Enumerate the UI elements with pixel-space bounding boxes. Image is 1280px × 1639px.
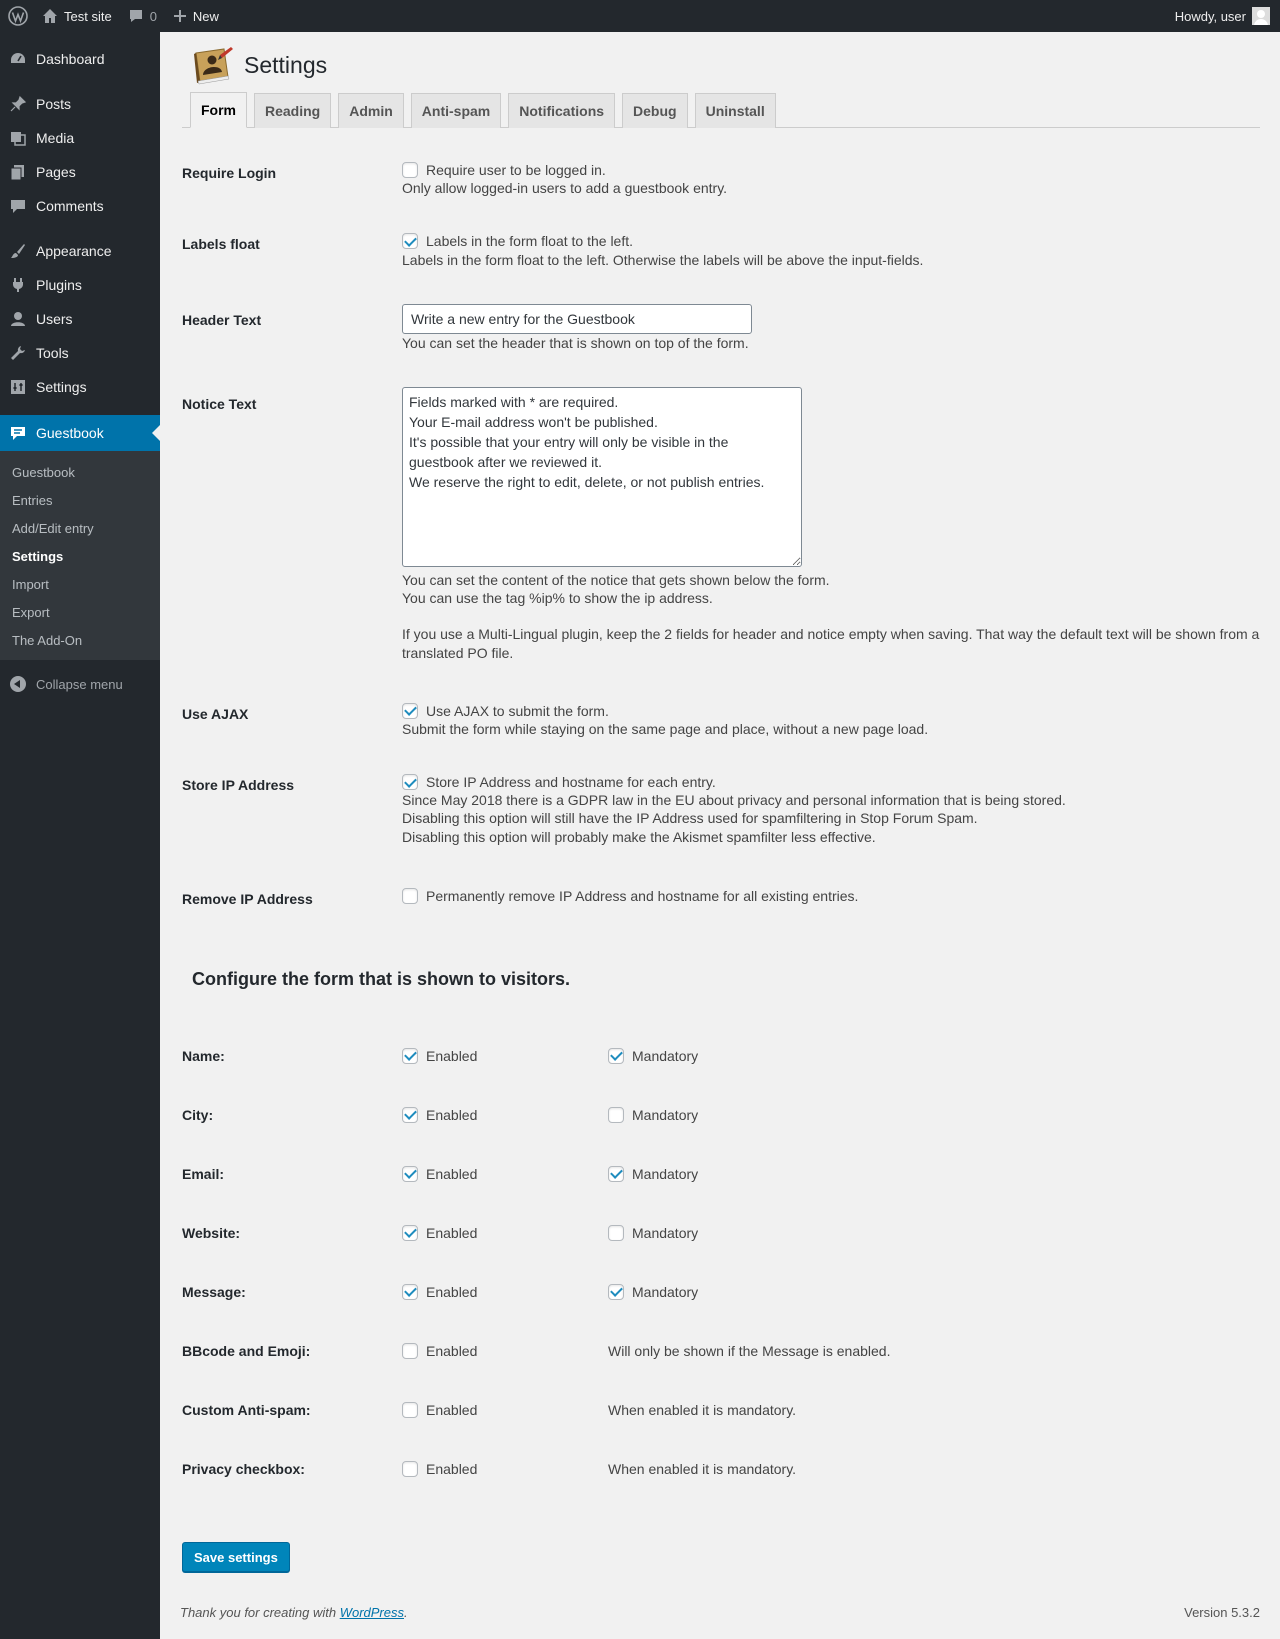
mandatory-label: Mandatory xyxy=(632,1047,699,1064)
use-ajax-row xyxy=(182,677,1260,753)
new-content-link[interactable] xyxy=(165,0,227,32)
collapse-menu-label: Collapse menu xyxy=(36,676,123,692)
mandatory-label: Mandatory xyxy=(632,1165,699,1182)
field-label: Privacy checkbox: xyxy=(182,1460,305,1477)
sidebar-item-dashboard[interactable] xyxy=(0,42,160,76)
sidebar-item-pages[interactable] xyxy=(0,155,160,189)
submenu-entries[interactable]: Entries xyxy=(12,492,53,508)
footer-thanks-prefix: Thank you for creating with xyxy=(180,1605,340,1620)
enabled-label: Enabled xyxy=(426,1047,478,1064)
notice-text-textarea[interactable]: Fields marked with * are required. Your E-mail address won't be published. It's possible that your entry will only be visible in the guestbook after we reviewed it. We reserve the right to edit, delete, or not publish entries. xyxy=(402,387,802,567)
city-enabled-checkbox[interactable] xyxy=(402,1107,418,1123)
avatar xyxy=(1252,7,1270,25)
store-ip-description-3: Disabling this option will probably make the Akismet spamfilter less effective. xyxy=(402,828,876,845)
comments-link[interactable] xyxy=(120,0,165,32)
footer-version: Version 5.3.2 xyxy=(1184,1605,1260,1620)
settings-tabs xyxy=(182,92,1260,128)
main-content xyxy=(160,32,1280,1639)
field-row-name xyxy=(182,1026,1260,1085)
submenu-settings[interactable]: Settings xyxy=(12,548,64,564)
comment-icon xyxy=(8,196,28,216)
mandatory-label: Mandatory xyxy=(632,1106,699,1123)
store-ip-label: Store IP Address xyxy=(182,777,295,794)
footer-thanks-suffix: . xyxy=(404,1605,408,1620)
remove-ip-label: Remove IP Address xyxy=(182,890,313,907)
sidebar-item-label: Pages xyxy=(36,164,76,180)
field-row-email xyxy=(182,1144,1260,1203)
header-text-input[interactable] xyxy=(402,304,752,334)
require-login-label: Require Login xyxy=(182,165,277,181)
collapse-menu-button[interactable] xyxy=(0,667,160,701)
notice-text-description-3: If you use a Multi-Lingual plugin, keep the 2 fields for header and notice empty when saving. That way the default text will be shown from a translated PO file. xyxy=(402,626,1260,661)
name-enabled-checkbox[interactable] xyxy=(402,1048,418,1064)
sidebar-item-label: Appearance xyxy=(36,243,112,259)
submenu-export[interactable]: Export xyxy=(12,604,50,620)
remove-ip-checkbox-label: Permanently remove IP Address and hostname for all existing entries. xyxy=(426,887,859,904)
use-ajax-checkbox[interactable] xyxy=(402,703,418,719)
store-ip-checkbox[interactable] xyxy=(402,774,418,790)
sidebar-item-settings[interactable] xyxy=(0,370,160,404)
notice-text-description-2: You can use the tag %ip% to show the ip address. xyxy=(402,590,713,607)
guestbook-icon xyxy=(8,423,28,443)
field-row-custom-anti-spam xyxy=(182,1380,1260,1439)
use-ajax-label: Use AJAX xyxy=(182,705,249,722)
sidebar-item-comments[interactable] xyxy=(0,189,160,223)
site-name: Test site xyxy=(64,8,112,24)
store-ip-description-2: Disabling this option will still have the IP Address used for spamfiltering in Stop Forum Spam. xyxy=(402,810,978,827)
settings-icon xyxy=(8,377,28,397)
sidebar-item-label: Guestbook xyxy=(36,425,104,441)
email-mandatory-checkbox[interactable] xyxy=(608,1166,624,1182)
wordpress-link[interactable]: WordPress xyxy=(339,1605,404,1620)
wordpress-logo-icon[interactable] xyxy=(2,0,34,32)
tab-debug[interactable]: Debug xyxy=(622,93,688,128)
field-label: BBcode and Emoji: xyxy=(182,1342,311,1359)
store-ip-row xyxy=(182,753,1260,861)
sidebar-item-posts[interactable] xyxy=(0,87,160,121)
use-ajax-description: Submit the form while staying on the same page and place, without a new page load. xyxy=(402,720,929,737)
website-enabled-checkbox[interactable] xyxy=(402,1225,418,1241)
sidebar-item-tools[interactable] xyxy=(0,336,160,370)
header-text-description: You can set the header that is shown on top of the form. xyxy=(402,334,749,351)
plus-icon xyxy=(173,9,187,23)
enabled-label: Enabled xyxy=(426,1283,478,1300)
name-mandatory-checkbox[interactable] xyxy=(608,1048,624,1064)
sidebar-item-label: Posts xyxy=(36,96,72,112)
guestbook-book-icon xyxy=(190,45,234,85)
sidebar-item-media[interactable] xyxy=(0,121,160,155)
field-row-city xyxy=(182,1085,1260,1144)
privacy-note: When enabled it is mandatory. xyxy=(608,1460,797,1477)
header-text-label: Header Text xyxy=(182,311,262,328)
sidebar-item-label: Media xyxy=(36,130,75,146)
page-title: Settings xyxy=(244,51,328,78)
require-login-checkbox[interactable] xyxy=(402,162,418,178)
field-row-website xyxy=(182,1203,1260,1262)
enabled-label: Enabled xyxy=(426,1106,478,1123)
my-account-link[interactable] xyxy=(1167,0,1280,32)
sidebar-item-label: Dashboard xyxy=(36,51,105,67)
tab-reading[interactable]: Reading xyxy=(254,93,331,128)
sidebar-item-label: Plugins xyxy=(36,277,82,293)
wrench-icon xyxy=(8,343,28,363)
anti-spam-note: When enabled it is mandatory. xyxy=(608,1401,797,1418)
tab-uninstall[interactable]: Uninstall xyxy=(695,93,776,128)
bbcode-enabled-checkbox[interactable] xyxy=(402,1343,418,1359)
sidebar-item-guestbook[interactable] xyxy=(0,415,160,451)
field-label: Custom Anti-spam: xyxy=(182,1401,311,1418)
tab-anti-spam[interactable]: Anti-spam xyxy=(411,93,501,128)
field-row-message xyxy=(182,1262,1260,1321)
field-row-privacy-checkbox xyxy=(182,1439,1260,1498)
media-icon xyxy=(8,128,28,148)
pages-icon xyxy=(8,162,28,182)
home-icon xyxy=(42,8,58,24)
save-settings-button[interactable]: Save settings xyxy=(182,1542,290,1572)
collapse-arrow-icon xyxy=(10,676,26,692)
sidebar-item-label: Settings xyxy=(36,379,87,395)
remove-ip-checkbox[interactable] xyxy=(402,888,418,904)
admin-footer xyxy=(180,1605,1260,1620)
guestbook-submenu xyxy=(0,451,160,660)
submenu-the-add-on[interactable]: The Add-On xyxy=(12,632,83,648)
email-enabled-checkbox[interactable] xyxy=(402,1166,418,1182)
bbcode-note: Will only be shown if the Message is enabled. xyxy=(608,1342,891,1359)
anti-spam-enabled-checkbox[interactable] xyxy=(402,1402,418,1418)
privacy-enabled-checkbox[interactable] xyxy=(402,1461,418,1477)
field-label: Email: xyxy=(182,1165,225,1182)
notice-text-description-1: You can set the content of the notice that gets shown below the form. xyxy=(402,571,830,588)
message-mandatory-checkbox[interactable] xyxy=(608,1284,624,1300)
new-label: New xyxy=(192,8,219,24)
sidebar-item-label: Comments xyxy=(36,198,104,214)
dashboard-icon xyxy=(8,49,28,69)
submenu-guestbook[interactable]: Guestbook xyxy=(12,464,75,480)
plug-icon xyxy=(8,275,28,295)
require-login-row xyxy=(182,138,1260,212)
enabled-label: Enabled xyxy=(426,1224,478,1241)
sidebar-item-users[interactable] xyxy=(0,302,160,336)
sidebar-item-appearance[interactable] xyxy=(0,234,160,268)
require-login-description: Only allow logged-in users to add a guestbook entry. xyxy=(402,180,728,197)
enabled-label: Enabled xyxy=(426,1165,478,1182)
remove-ip-row xyxy=(182,861,1260,923)
tab-notifications[interactable]: Notifications xyxy=(508,93,615,128)
use-ajax-checkbox-label: Use AJAX to submit the form. xyxy=(426,702,609,719)
store-ip-description-1: Since May 2018 there is a GDPR law in the EU about privacy and personal information that is being stored. xyxy=(402,792,1066,809)
labels-float-row xyxy=(182,212,1260,283)
website-mandatory-checkbox[interactable] xyxy=(608,1225,624,1241)
enabled-label: Enabled xyxy=(426,1460,478,1477)
pin-icon xyxy=(8,94,28,114)
comment-bubble-icon xyxy=(128,8,144,24)
admin-sidebar xyxy=(0,32,160,1639)
sidebar-item-plugins[interactable] xyxy=(0,268,160,302)
notice-text-row xyxy=(182,367,1260,677)
notice-text-label: Notice Text xyxy=(182,395,257,412)
field-row-bbcode xyxy=(182,1321,1260,1380)
labels-float-description: Labels in the form float to the left. Otherwise the labels will be above the input-fields. xyxy=(402,251,924,268)
enabled-label: Enabled xyxy=(426,1342,478,1359)
user-icon xyxy=(8,309,28,329)
comments-count: 0 xyxy=(149,8,157,24)
labels-float-checkbox-label: Labels in the form float to the left. xyxy=(426,233,634,250)
field-label: Message: xyxy=(182,1283,246,1300)
field-label: Website: xyxy=(182,1224,241,1241)
mandatory-label: Mandatory xyxy=(632,1283,699,1300)
field-label: Name: xyxy=(182,1047,225,1064)
city-mandatory-checkbox[interactable] xyxy=(608,1107,624,1123)
require-login-checkbox-label: Require user to be logged in. xyxy=(426,162,606,178)
labels-float-checkbox[interactable] xyxy=(402,233,418,249)
brush-icon xyxy=(8,241,28,261)
form-config-heading: Configure the form that is shown to visitors. xyxy=(192,969,571,989)
site-name-link[interactable] xyxy=(34,0,120,32)
header-text-row xyxy=(182,284,1260,367)
tab-admin[interactable]: Admin xyxy=(338,93,404,128)
message-enabled-checkbox[interactable] xyxy=(402,1284,418,1300)
tab-form[interactable]: Form xyxy=(190,92,247,128)
enabled-label: Enabled xyxy=(426,1401,478,1418)
submenu-import[interactable]: Import xyxy=(12,576,49,592)
mandatory-label: Mandatory xyxy=(632,1224,699,1241)
field-label: City: xyxy=(182,1106,214,1123)
submenu-add-edit-entry[interactable]: Add/Edit entry xyxy=(12,520,94,536)
store-ip-checkbox-label: Store IP Address and hostname for each entry. xyxy=(426,774,716,791)
sidebar-item-label: Tools xyxy=(36,345,69,361)
footer-thanks xyxy=(180,1605,408,1620)
labels-float-label: Labels float xyxy=(182,236,260,253)
admin-bar xyxy=(0,0,1280,32)
sidebar-item-label: Users xyxy=(36,311,73,327)
settings-form xyxy=(182,138,1260,923)
form-config-table xyxy=(182,1026,1260,1498)
howdy-text: Howdy, user xyxy=(1174,8,1246,24)
